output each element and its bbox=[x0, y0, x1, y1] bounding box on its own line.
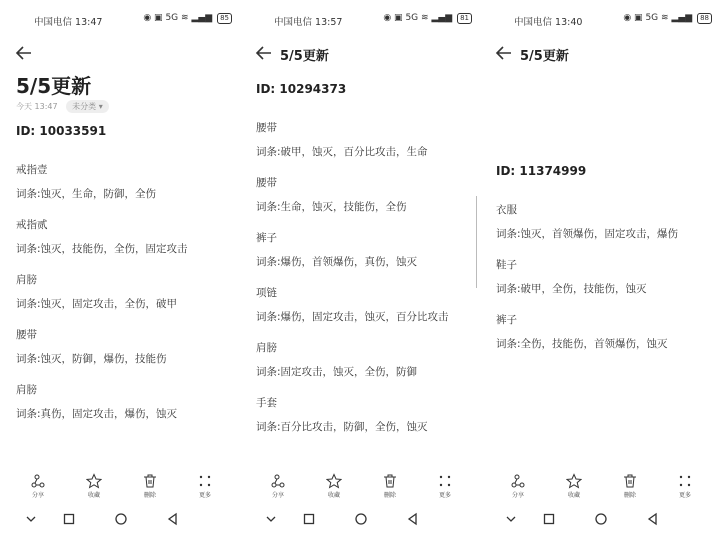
signal-icon: 5G bbox=[405, 13, 419, 23]
item-attrs: 词条:破甲，蚀灭，百分比攻击，生命 bbox=[256, 146, 428, 158]
chevron-down-icon[interactable] bbox=[24, 512, 38, 526]
bottom-toolbar bbox=[480, 473, 720, 503]
status-bar bbox=[514, 14, 582, 28]
item-name: 肩膀 bbox=[16, 274, 37, 286]
back-arrow-icon[interactable] bbox=[14, 43, 34, 63]
eye-icon: ◉ bbox=[143, 13, 152, 23]
list-item bbox=[256, 230, 417, 269]
list-item bbox=[256, 285, 449, 324]
item-name: 衣服 bbox=[496, 204, 517, 216]
battery-icon: 85 bbox=[217, 13, 232, 24]
wifi-icon: ≋ bbox=[181, 13, 189, 23]
cell-signal-icon: ▂▄▆ bbox=[191, 13, 213, 23]
item-attrs: 词条:全伤，技能伤，首领爆伤，蚀灭 bbox=[496, 338, 668, 350]
back-triangle-icon[interactable] bbox=[646, 512, 660, 526]
recents-icon[interactable] bbox=[542, 512, 556, 526]
item-attrs: 词条:蚀灭，首领爆伤，固定攻击，爆伤 bbox=[496, 228, 679, 240]
status-bar bbox=[34, 14, 102, 28]
system-nav-bar bbox=[240, 512, 480, 530]
item-attrs: 词条:真伤，固定攻击，爆伤，蚀灭 bbox=[16, 408, 178, 420]
list-item bbox=[496, 202, 678, 241]
more-label: 更多 bbox=[438, 492, 451, 499]
carrier-label: 中国电信 bbox=[514, 17, 553, 28]
share-label: 分享 bbox=[31, 492, 44, 499]
delete-button[interactable] bbox=[370, 473, 410, 499]
id-line: ID: 10294373 bbox=[256, 82, 347, 96]
star-icon bbox=[326, 473, 342, 489]
more-button[interactable] bbox=[185, 473, 225, 499]
item-attrs: 词条:爆伤，首领爆伤，真伤，蚀灭 bbox=[256, 256, 418, 268]
scrollbar[interactable] bbox=[476, 196, 477, 288]
id-line: ID: 10033591 bbox=[16, 124, 107, 138]
recents-icon[interactable] bbox=[302, 512, 316, 526]
clock: 13:47 bbox=[75, 17, 103, 28]
system-nav-bar bbox=[0, 512, 240, 530]
header-title: 5/5更新 bbox=[280, 49, 329, 64]
favorite-label: 收藏 bbox=[327, 492, 340, 499]
item-attrs: 词条:蚀灭，生命，防御，全伤 bbox=[16, 188, 157, 200]
battery-icon: 81 bbox=[457, 13, 472, 24]
more-button[interactable] bbox=[665, 473, 705, 499]
list-item bbox=[16, 217, 188, 256]
status-icons bbox=[143, 13, 232, 24]
more-label: 更多 bbox=[198, 492, 211, 499]
more-dots-icon bbox=[677, 473, 693, 489]
favorite-label: 收藏 bbox=[567, 492, 580, 499]
list-item bbox=[256, 120, 428, 159]
share-label: 分享 bbox=[271, 492, 284, 499]
item-attrs: 词条:蚀灭，技能伤，全伤，固定攻击 bbox=[16, 243, 188, 255]
note-screen-1 bbox=[0, 0, 240, 540]
battery-icon: 88 bbox=[697, 13, 712, 24]
item-name: 裤子 bbox=[256, 232, 277, 244]
nfc-icon: ▣ bbox=[394, 13, 403, 23]
back-triangle-icon[interactable] bbox=[406, 512, 420, 526]
list-item bbox=[16, 327, 167, 366]
item-name: 腰带 bbox=[256, 122, 277, 134]
item-name: 肩膀 bbox=[256, 342, 277, 354]
item-name: 项链 bbox=[256, 287, 277, 299]
note-screen-2 bbox=[240, 0, 480, 540]
bottom-toolbar bbox=[0, 473, 240, 503]
item-name: 裤子 bbox=[496, 314, 517, 326]
item-name: 手套 bbox=[256, 397, 277, 409]
item-name: 腰带 bbox=[16, 329, 37, 341]
item-name: 戒指贰 bbox=[16, 219, 48, 231]
eye-icon: ◉ bbox=[623, 13, 632, 23]
favorite-button[interactable] bbox=[314, 473, 354, 499]
signal-icon: 5G bbox=[165, 13, 179, 23]
home-icon[interactable] bbox=[594, 512, 608, 526]
share-icon bbox=[510, 473, 526, 489]
eye-icon: ◉ bbox=[383, 13, 392, 23]
signal-icon: 5G bbox=[645, 13, 659, 23]
list-item bbox=[16, 382, 177, 421]
status-bar bbox=[274, 14, 342, 28]
list-item bbox=[256, 175, 407, 214]
item-attrs: 词条:生命，蚀灭，技能伤，全伤 bbox=[256, 201, 407, 213]
note-title: 5/5更新 bbox=[16, 74, 92, 98]
note-time: 今天 13:47 bbox=[16, 102, 58, 111]
item-attrs: 词条:百分比攻击，防御，全伤，蚀灭 bbox=[256, 421, 428, 433]
clock: 13:57 bbox=[315, 17, 343, 28]
trash-icon bbox=[382, 473, 398, 489]
nfc-icon: ▣ bbox=[634, 13, 643, 23]
item-attrs: 词条:破甲，全伤，技能伤，蚀灭 bbox=[496, 283, 647, 295]
id-line: ID: 11374999 bbox=[496, 164, 587, 178]
list-item bbox=[496, 257, 647, 296]
share-button[interactable] bbox=[18, 473, 58, 499]
item-name: 肩膀 bbox=[16, 384, 37, 396]
more-dots-icon bbox=[437, 473, 453, 489]
more-dots-icon bbox=[197, 473, 213, 489]
chevron-down-icon[interactable] bbox=[504, 512, 518, 526]
star-icon bbox=[566, 473, 582, 489]
status-icons bbox=[383, 13, 472, 24]
star-icon bbox=[86, 473, 102, 489]
home-icon[interactable] bbox=[354, 512, 368, 526]
share-button[interactable] bbox=[498, 473, 538, 499]
list-item bbox=[16, 162, 156, 201]
nfc-icon: ▣ bbox=[154, 13, 163, 23]
item-name: 戒指壹 bbox=[16, 164, 48, 176]
header-title: 5/5更新 bbox=[520, 49, 569, 64]
note-screen-3 bbox=[480, 0, 720, 540]
home-icon[interactable] bbox=[114, 512, 128, 526]
cell-signal-icon: ▂▄▆ bbox=[671, 13, 693, 23]
favorite-button[interactable] bbox=[554, 473, 594, 499]
recents-icon[interactable] bbox=[62, 512, 76, 526]
list-item bbox=[16, 272, 177, 311]
share-icon bbox=[270, 473, 286, 489]
delete-label: 删除 bbox=[143, 492, 156, 499]
favorite-button[interactable] bbox=[74, 473, 114, 499]
chevron-down-icon[interactable] bbox=[264, 512, 278, 526]
share-button[interactable] bbox=[258, 473, 298, 499]
share-label: 分享 bbox=[511, 492, 524, 499]
category-dropdown[interactable]: 未分类 ▾ bbox=[66, 100, 109, 113]
trash-icon bbox=[622, 473, 638, 489]
carrier-label: 中国电信 bbox=[274, 17, 313, 28]
item-attrs: 词条:蚀灭，防御，爆伤，技能伤 bbox=[16, 353, 167, 365]
item-name: 腰带 bbox=[256, 177, 277, 189]
favorite-label: 收藏 bbox=[87, 492, 100, 499]
more-label: 更多 bbox=[678, 492, 691, 499]
back-arrow-icon[interactable] bbox=[494, 43, 514, 63]
delete-button[interactable] bbox=[130, 473, 170, 499]
wifi-icon: ≋ bbox=[421, 13, 429, 23]
delete-button[interactable] bbox=[610, 473, 650, 499]
list-item bbox=[256, 340, 417, 379]
clock: 13:40 bbox=[555, 17, 583, 28]
list-item bbox=[256, 395, 428, 434]
wifi-icon: ≋ bbox=[661, 13, 669, 23]
back-arrow-icon[interactable] bbox=[254, 43, 274, 63]
more-button[interactable] bbox=[425, 473, 465, 499]
delete-label: 删除 bbox=[623, 492, 636, 499]
system-nav-bar bbox=[480, 512, 720, 530]
item-attrs: 词条:固定攻击，蚀灭，全伤，防御 bbox=[256, 366, 418, 378]
category-label: 未分类 bbox=[72, 102, 97, 111]
trash-icon bbox=[142, 473, 158, 489]
status-icons bbox=[623, 13, 712, 24]
cell-signal-icon: ▂▄▆ bbox=[431, 13, 453, 23]
back-triangle-icon[interactable] bbox=[166, 512, 180, 526]
share-icon bbox=[30, 473, 46, 489]
list-item bbox=[496, 312, 668, 351]
item-attrs: 词条:蚀灭，固定攻击，全伤，破甲 bbox=[16, 298, 178, 310]
bottom-toolbar bbox=[240, 473, 480, 503]
note-meta bbox=[16, 100, 109, 113]
carrier-label: 中国电信 bbox=[34, 17, 73, 28]
delete-label: 删除 bbox=[383, 492, 396, 499]
item-attrs: 词条:爆伤，固定攻击，蚀灭，百分比攻击 bbox=[256, 311, 449, 323]
item-name: 鞋子 bbox=[496, 259, 517, 271]
